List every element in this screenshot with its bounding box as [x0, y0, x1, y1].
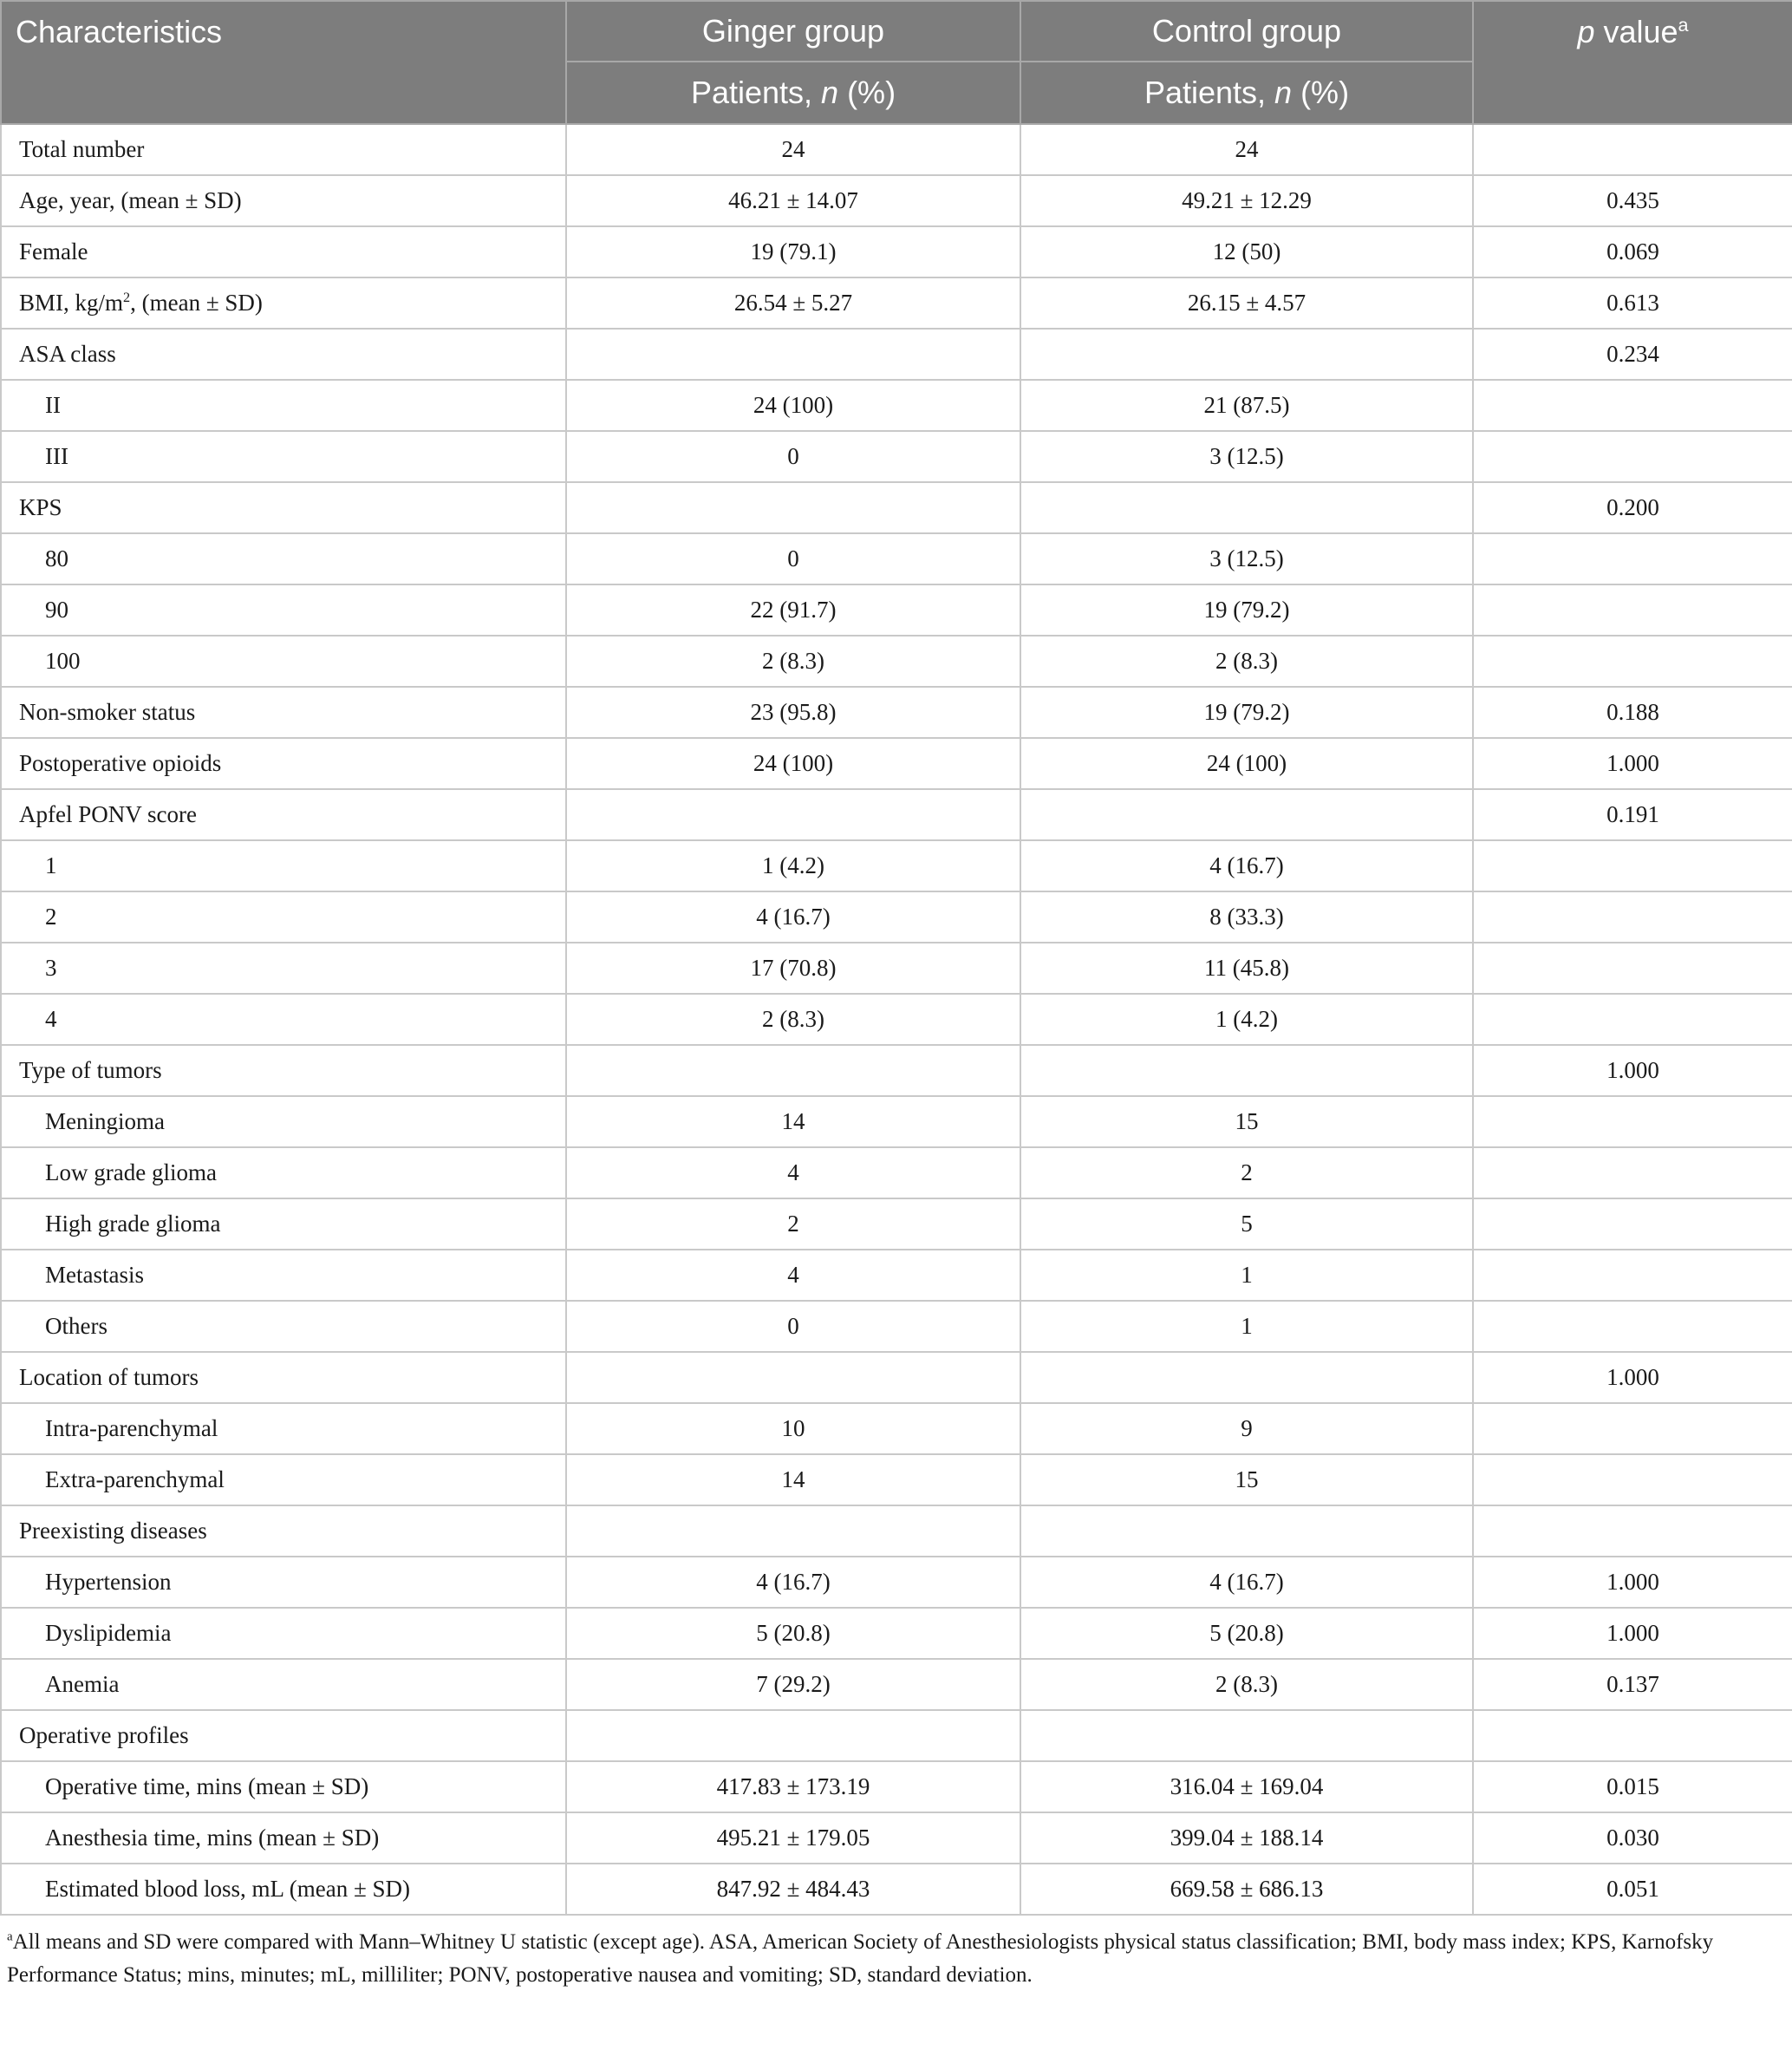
control-value: 5	[1020, 1198, 1473, 1250]
ginger-value: 0	[566, 1301, 1020, 1352]
row-label: Intra-parenchymal	[1, 1403, 566, 1454]
table-row	[1, 584, 1792, 636]
control-value: 399.04 ± 188.14	[1020, 1812, 1473, 1864]
patients-prefix: Patients,	[1144, 75, 1275, 110]
p-value	[1473, 1198, 1792, 1250]
ginger-value: 4	[566, 1250, 1020, 1301]
table-row	[1, 891, 1792, 943]
ginger-value: 0	[566, 431, 1020, 482]
p-value: 1.000	[1473, 1045, 1792, 1096]
table-row	[1, 1403, 1792, 1454]
p-value	[1473, 636, 1792, 687]
ginger-value: 24 (100)	[566, 738, 1020, 789]
table-row	[1, 1301, 1792, 1352]
p-value: 0.188	[1473, 687, 1792, 738]
control-value: 49.21 ± 12.29	[1020, 175, 1473, 226]
ginger-value	[566, 789, 1020, 840]
ginger-value	[566, 1352, 1020, 1403]
control-value: 2	[1020, 1147, 1473, 1198]
patients-n: n	[821, 75, 839, 110]
row-label: Total number	[1, 124, 566, 175]
p-value	[1473, 994, 1792, 1045]
row-label: Low grade glioma	[1, 1147, 566, 1198]
ginger-value	[566, 1045, 1020, 1096]
table-row	[1, 1147, 1792, 1198]
ginger-value: 26.54 ± 5.27	[566, 277, 1020, 329]
control-value	[1020, 1710, 1473, 1761]
row-label: III	[1, 431, 566, 482]
p-value: 0.137	[1473, 1659, 1792, 1710]
row-label: Others	[1, 1301, 566, 1352]
row-label: 80	[1, 533, 566, 584]
ginger-value: 495.21 ± 179.05	[566, 1812, 1020, 1864]
control-value	[1020, 482, 1473, 533]
p-value: 1.000	[1473, 1352, 1792, 1403]
table-row	[1, 789, 1792, 840]
table-row	[1, 1557, 1792, 1608]
ginger-value: 2 (8.3)	[566, 636, 1020, 687]
ginger-value: 1 (4.2)	[566, 840, 1020, 891]
table-row	[1, 1864, 1792, 1915]
table-row	[1, 943, 1792, 994]
ginger-value: 2 (8.3)	[566, 994, 1020, 1045]
patients-n: n	[1274, 75, 1293, 110]
row-label: 4	[1, 994, 566, 1045]
row-label	[1, 277, 566, 329]
row-label: High grade glioma	[1, 1198, 566, 1250]
table-header	[1, 1, 1792, 124]
ginger-value: 847.92 ± 484.43	[566, 1864, 1020, 1915]
table-row	[1, 840, 1792, 891]
control-value: 12 (50)	[1020, 226, 1473, 277]
ginger-value: 23 (95.8)	[566, 687, 1020, 738]
header-p-sup: a	[1678, 14, 1689, 36]
control-value: 1 (4.2)	[1020, 994, 1473, 1045]
table-row	[1, 636, 1792, 687]
row-label: Non-smoker status	[1, 687, 566, 738]
ginger-value: 4	[566, 1147, 1020, 1198]
control-value: 19 (79.2)	[1020, 584, 1473, 636]
ginger-value	[566, 482, 1020, 533]
row-label: Estimated blood loss, mL (mean ± SD)	[1, 1864, 566, 1915]
header-p-value	[1473, 1, 1792, 124]
p-value: 1.000	[1473, 1608, 1792, 1659]
header-control-patients	[1020, 62, 1473, 124]
ginger-value: 5 (20.8)	[566, 1608, 1020, 1659]
header-characteristics: Characteristics	[1, 1, 566, 124]
p-value: 0.613	[1473, 277, 1792, 329]
table-row	[1, 1812, 1792, 1864]
ginger-value: 46.21 ± 14.07	[566, 175, 1020, 226]
row-label: 100	[1, 636, 566, 687]
ginger-value: 2	[566, 1198, 1020, 1250]
control-value	[1020, 329, 1473, 380]
p-value: 0.051	[1473, 1864, 1792, 1915]
table-row	[1, 482, 1792, 533]
row-label-prefix: BMI, kg/m	[19, 290, 124, 316]
p-value: 0.191	[1473, 789, 1792, 840]
p-value	[1473, 431, 1792, 482]
table-row	[1, 1454, 1792, 1505]
row-label: Hypertension	[1, 1557, 566, 1608]
header-ginger-patients	[566, 62, 1020, 124]
patients-suffix: (%)	[1292, 75, 1350, 110]
control-value: 4 (16.7)	[1020, 840, 1473, 891]
row-label: 90	[1, 584, 566, 636]
row-label: Operative time, mins (mean ± SD)	[1, 1761, 566, 1812]
header-p-text: value	[1594, 14, 1678, 49]
p-value	[1473, 891, 1792, 943]
control-value: 1	[1020, 1301, 1473, 1352]
row-label: Dyslipidemia	[1, 1608, 566, 1659]
ginger-value: 7 (29.2)	[566, 1659, 1020, 1710]
ginger-value: 10	[566, 1403, 1020, 1454]
p-value	[1473, 1505, 1792, 1557]
ginger-value: 19 (79.1)	[566, 226, 1020, 277]
p-value	[1473, 1147, 1792, 1198]
table-row	[1, 1250, 1792, 1301]
control-value	[1020, 789, 1473, 840]
control-value: 1	[1020, 1250, 1473, 1301]
ginger-value: 417.83 ± 173.19	[566, 1761, 1020, 1812]
ginger-value	[566, 329, 1020, 380]
row-label: 1	[1, 840, 566, 891]
control-value: 2 (8.3)	[1020, 636, 1473, 687]
control-value: 8 (33.3)	[1020, 891, 1473, 943]
p-value: 0.435	[1473, 175, 1792, 226]
ginger-value: 14	[566, 1454, 1020, 1505]
ginger-value: 4 (16.7)	[566, 1557, 1020, 1608]
row-label: Apfel PONV score	[1, 789, 566, 840]
control-value: 24	[1020, 124, 1473, 175]
table-row	[1, 1710, 1792, 1761]
table-row	[1, 329, 1792, 380]
control-value: 2 (8.3)	[1020, 1659, 1473, 1710]
table-row	[1, 277, 1792, 329]
table-footnote	[0, 1916, 1791, 1992]
control-value: 21 (87.5)	[1020, 380, 1473, 431]
control-value: 669.58 ± 686.13	[1020, 1864, 1473, 1915]
ginger-value: 14	[566, 1096, 1020, 1147]
control-value: 26.15 ± 4.57	[1020, 277, 1473, 329]
row-label-sup: 2	[123, 290, 131, 305]
table-row	[1, 1659, 1792, 1710]
table-row	[1, 1505, 1792, 1557]
table-row	[1, 175, 1792, 226]
row-label: Meningioma	[1, 1096, 566, 1147]
table-row	[1, 994, 1792, 1045]
row-label: Postoperative opioids	[1, 738, 566, 789]
footnote-text: All means and SD were compared with Mann–Whitney U statistic (except age). ASA, American Society of Anesthesiologists physical status classification; BMI, body mass index; KPS, Karnofsky Performance Status; mins, minutes; mL, milliliter; PONV, postoperative nausea and vomiting; SD, standard deviation.	[7, 1930, 1714, 1987]
p-value: 0.030	[1473, 1812, 1792, 1864]
p-value	[1473, 943, 1792, 994]
control-value: 9	[1020, 1403, 1473, 1454]
row-label: Type of tumors	[1, 1045, 566, 1096]
row-label: II	[1, 380, 566, 431]
row-label: Female	[1, 226, 566, 277]
control-value	[1020, 1045, 1473, 1096]
control-value: 316.04 ± 169.04	[1020, 1761, 1473, 1812]
control-value: 15	[1020, 1096, 1473, 1147]
row-label: Anemia	[1, 1659, 566, 1710]
p-value	[1473, 1454, 1792, 1505]
p-value	[1473, 1403, 1792, 1454]
ginger-value: 24	[566, 124, 1020, 175]
row-label: ASA class	[1, 329, 566, 380]
p-value	[1473, 1301, 1792, 1352]
table-row	[1, 1096, 1792, 1147]
table-row	[1, 533, 1792, 584]
row-label: Preexisting diseases	[1, 1505, 566, 1557]
row-label: Anesthesia time, mins (mean ± SD)	[1, 1812, 566, 1864]
row-label: Extra-parenchymal	[1, 1454, 566, 1505]
control-value: 15	[1020, 1454, 1473, 1505]
table-row	[1, 1761, 1792, 1812]
table-body	[1, 124, 1792, 1915]
ginger-value: 0	[566, 533, 1020, 584]
p-value	[1473, 533, 1792, 584]
p-value	[1473, 1710, 1792, 1761]
p-value	[1473, 124, 1792, 175]
p-value: 1.000	[1473, 738, 1792, 789]
row-label: Location of tumors	[1, 1352, 566, 1403]
p-value	[1473, 380, 1792, 431]
control-value: 3 (12.5)	[1020, 533, 1473, 584]
control-value: 19 (79.2)	[1020, 687, 1473, 738]
p-value	[1473, 1096, 1792, 1147]
table-row	[1, 124, 1792, 175]
p-value: 0.234	[1473, 329, 1792, 380]
table-row	[1, 380, 1792, 431]
ginger-value	[566, 1505, 1020, 1557]
table-row	[1, 1352, 1792, 1403]
ginger-value: 24 (100)	[566, 380, 1020, 431]
header-control-group: Control group	[1020, 1, 1473, 62]
control-value: 4 (16.7)	[1020, 1557, 1473, 1608]
p-value: 0.200	[1473, 482, 1792, 533]
control-value: 5 (20.8)	[1020, 1608, 1473, 1659]
header-ginger-group: Ginger group	[566, 1, 1020, 62]
ginger-value	[566, 1710, 1020, 1761]
p-value: 1.000	[1473, 1557, 1792, 1608]
p-value	[1473, 584, 1792, 636]
row-label: 2	[1, 891, 566, 943]
p-value: 0.015	[1473, 1761, 1792, 1812]
p-value	[1473, 840, 1792, 891]
row-label: KPS	[1, 482, 566, 533]
row-label: Metastasis	[1, 1250, 566, 1301]
control-value: 3 (12.5)	[1020, 431, 1473, 482]
p-value: 0.069	[1473, 226, 1792, 277]
control-value: 24 (100)	[1020, 738, 1473, 789]
header-p-italic: p	[1577, 14, 1595, 49]
table-row	[1, 226, 1792, 277]
control-value	[1020, 1505, 1473, 1557]
row-label: 3	[1, 943, 566, 994]
table-row	[1, 738, 1792, 789]
table-row	[1, 1198, 1792, 1250]
table-row	[1, 1045, 1792, 1096]
patients-prefix: Patients,	[690, 75, 822, 110]
table-row	[1, 1608, 1792, 1659]
control-value	[1020, 1352, 1473, 1403]
ginger-value: 22 (91.7)	[566, 584, 1020, 636]
table-row	[1, 687, 1792, 738]
row-label: Operative profiles	[1, 1710, 566, 1761]
ginger-value: 4 (16.7)	[566, 891, 1020, 943]
footnote-sup: a	[7, 1929, 13, 1944]
control-value: 11 (45.8)	[1020, 943, 1473, 994]
ginger-value: 17 (70.8)	[566, 943, 1020, 994]
p-value	[1473, 1250, 1792, 1301]
table-row	[1, 431, 1792, 482]
patients-suffix: (%)	[838, 75, 896, 110]
row-label: Age, year, (mean ± SD)	[1, 175, 566, 226]
row-label-suffix: , (mean ± SD)	[130, 290, 263, 316]
